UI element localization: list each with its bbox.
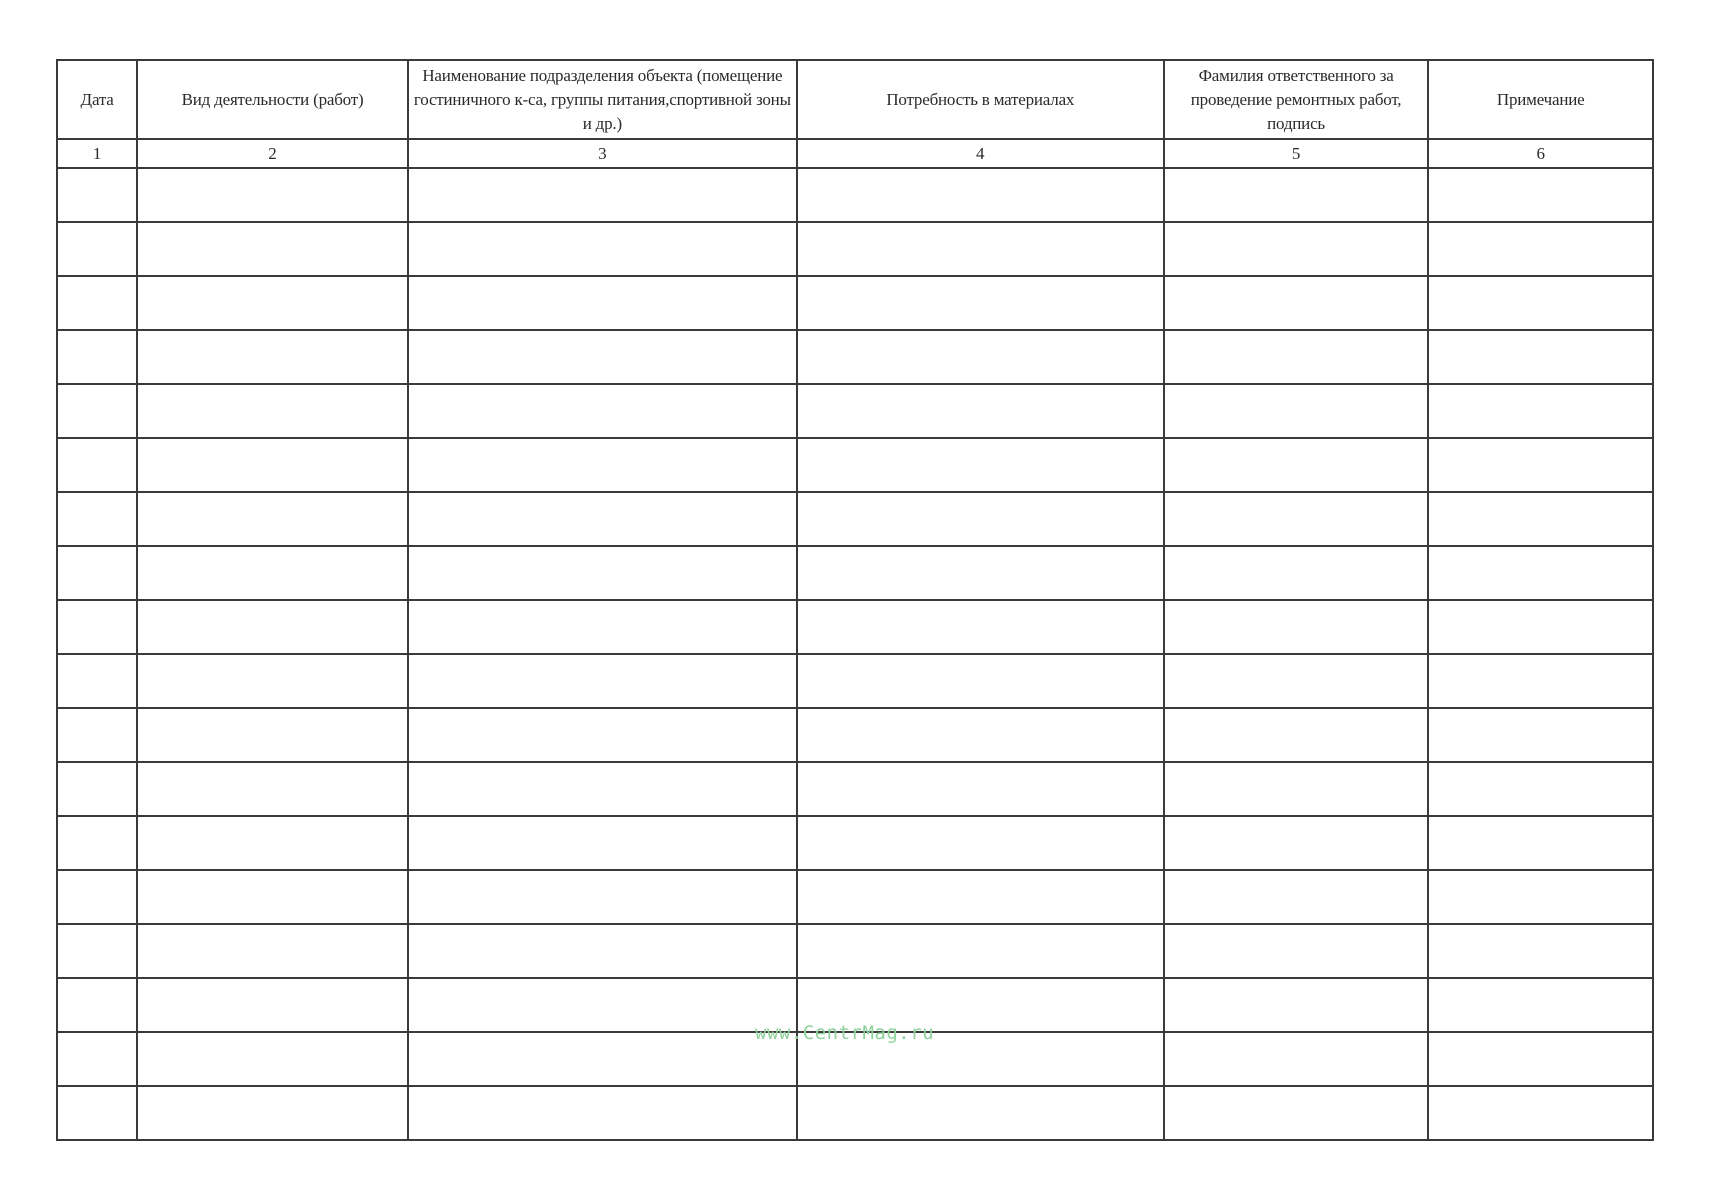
table-cell xyxy=(408,924,797,978)
table-cell xyxy=(797,546,1164,600)
table-cell xyxy=(408,438,797,492)
table-cell xyxy=(137,654,408,708)
table-cell xyxy=(408,222,797,276)
table-cell xyxy=(408,384,797,438)
table-cell xyxy=(1164,438,1429,492)
table-cell xyxy=(1428,330,1653,384)
journal-body xyxy=(57,168,1653,1140)
table-row xyxy=(57,708,1653,762)
header-date: Дата xyxy=(57,60,137,139)
table-cell xyxy=(797,924,1164,978)
table-cell xyxy=(57,978,137,1032)
header-responsible-person: Фамилия ответственного за проведение ремонтных работ, подпись xyxy=(1164,60,1429,139)
table-cell xyxy=(1164,924,1429,978)
table-cell xyxy=(57,924,137,978)
header-note: Примечание xyxy=(1428,60,1653,139)
table-cell xyxy=(1164,222,1429,276)
table-row xyxy=(57,654,1653,708)
table-cell xyxy=(797,1086,1164,1140)
table-cell xyxy=(408,330,797,384)
table-cell xyxy=(1428,222,1653,276)
table-cell xyxy=(137,492,408,546)
table-cell xyxy=(1428,978,1653,1032)
table-cell xyxy=(797,384,1164,438)
table-row xyxy=(57,168,1653,222)
header-activity-type: Вид деятельности (работ) xyxy=(137,60,408,139)
table-cell xyxy=(1164,492,1429,546)
table-cell xyxy=(797,654,1164,708)
table-cell xyxy=(408,276,797,330)
column-number: 2 xyxy=(137,139,408,168)
table-cell xyxy=(1428,384,1653,438)
table-cell xyxy=(137,1086,408,1140)
table-row xyxy=(57,330,1653,384)
table-cell xyxy=(797,222,1164,276)
table-cell xyxy=(137,870,408,924)
table-cell xyxy=(1164,870,1429,924)
table-cell xyxy=(797,762,1164,816)
table-cell xyxy=(408,546,797,600)
table-cell xyxy=(797,492,1164,546)
header-subdivision-name: Наименование подразделения объекта (помещение гостиничного к-са, группы питания,спортивной зоны и др.) xyxy=(408,60,797,139)
table-cell xyxy=(1164,546,1429,600)
table-cell xyxy=(797,168,1164,222)
table-cell xyxy=(57,762,137,816)
table-cell xyxy=(57,600,137,654)
table-cell xyxy=(797,330,1164,384)
table-cell xyxy=(57,492,137,546)
table-cell xyxy=(797,816,1164,870)
table-row xyxy=(57,762,1653,816)
table-row xyxy=(57,870,1653,924)
table-cell xyxy=(1428,870,1653,924)
table-cell xyxy=(408,870,797,924)
column-number: 4 xyxy=(797,139,1164,168)
table-row xyxy=(57,816,1653,870)
table-row xyxy=(57,546,1653,600)
table-row xyxy=(57,492,1653,546)
table-cell xyxy=(408,168,797,222)
table-row xyxy=(57,384,1653,438)
table-cell xyxy=(137,708,408,762)
column-number: 5 xyxy=(1164,139,1429,168)
table-cell xyxy=(408,708,797,762)
table-cell xyxy=(137,330,408,384)
table-cell xyxy=(57,438,137,492)
table-cell xyxy=(137,546,408,600)
table-cell xyxy=(408,762,797,816)
table-cell xyxy=(408,600,797,654)
table-cell xyxy=(137,168,408,222)
watermark: www.CentrMag.ru xyxy=(755,1022,935,1044)
table-cell xyxy=(408,816,797,870)
table-cell xyxy=(57,222,137,276)
table-row xyxy=(57,924,1653,978)
table-cell xyxy=(1428,816,1653,870)
table-cell xyxy=(1428,924,1653,978)
table-cell xyxy=(1428,1086,1653,1140)
table-cell xyxy=(57,708,137,762)
table-cell xyxy=(57,816,137,870)
table-cell xyxy=(797,870,1164,924)
table-cell xyxy=(137,924,408,978)
table-cell xyxy=(57,1032,137,1086)
table-cell xyxy=(797,438,1164,492)
journal-form xyxy=(56,59,1654,1141)
table-cell xyxy=(1164,384,1429,438)
table-cell xyxy=(137,222,408,276)
table-cell xyxy=(137,978,408,1032)
table-cell xyxy=(1164,1086,1429,1140)
table-cell xyxy=(137,438,408,492)
column-number: 3 xyxy=(408,139,797,168)
table-cell xyxy=(1164,816,1429,870)
table-cell xyxy=(1164,762,1429,816)
table-cell xyxy=(57,654,137,708)
table-cell xyxy=(797,276,1164,330)
table-cell xyxy=(797,600,1164,654)
table-cell xyxy=(797,708,1164,762)
header-materials-need: Потребность в материалах xyxy=(797,60,1164,139)
table-cell xyxy=(408,978,797,1032)
table-cell xyxy=(137,816,408,870)
table-row xyxy=(57,222,1653,276)
table-row xyxy=(57,1086,1653,1140)
table-cell xyxy=(1428,600,1653,654)
table-cell xyxy=(408,654,797,708)
table-cell xyxy=(137,384,408,438)
column-number: 1 xyxy=(57,139,137,168)
table-cell xyxy=(57,1086,137,1140)
table-cell xyxy=(1164,708,1429,762)
column-number: 6 xyxy=(1428,139,1653,168)
table-cell xyxy=(1428,276,1653,330)
table-cell xyxy=(1164,330,1429,384)
table-cell xyxy=(1164,978,1429,1032)
table-row xyxy=(57,438,1653,492)
journal-table xyxy=(56,59,1654,1141)
table-cell xyxy=(1164,654,1429,708)
table-cell xyxy=(137,276,408,330)
table-cell xyxy=(1164,1032,1429,1086)
table-cell xyxy=(137,600,408,654)
table-cell xyxy=(57,384,137,438)
table-cell xyxy=(1428,438,1653,492)
table-cell xyxy=(57,276,137,330)
column-number-row xyxy=(57,139,1653,168)
table-cell xyxy=(1428,546,1653,600)
table-cell xyxy=(1164,168,1429,222)
table-cell xyxy=(57,546,137,600)
table-cell xyxy=(57,870,137,924)
table-cell xyxy=(1428,708,1653,762)
table-row xyxy=(57,276,1653,330)
table-cell xyxy=(1428,492,1653,546)
table-cell xyxy=(408,1032,797,1086)
table-cell xyxy=(1428,1032,1653,1086)
table-cell xyxy=(57,330,137,384)
table-cell xyxy=(137,1032,408,1086)
header-row xyxy=(57,60,1653,139)
table-cell xyxy=(408,492,797,546)
table-cell xyxy=(408,1086,797,1140)
table-cell xyxy=(137,762,408,816)
table-cell xyxy=(1428,762,1653,816)
table-cell xyxy=(57,168,137,222)
table-cell xyxy=(1428,654,1653,708)
table-cell xyxy=(1428,168,1653,222)
table-row xyxy=(57,600,1653,654)
table-cell xyxy=(1164,600,1429,654)
table-cell xyxy=(1164,276,1429,330)
